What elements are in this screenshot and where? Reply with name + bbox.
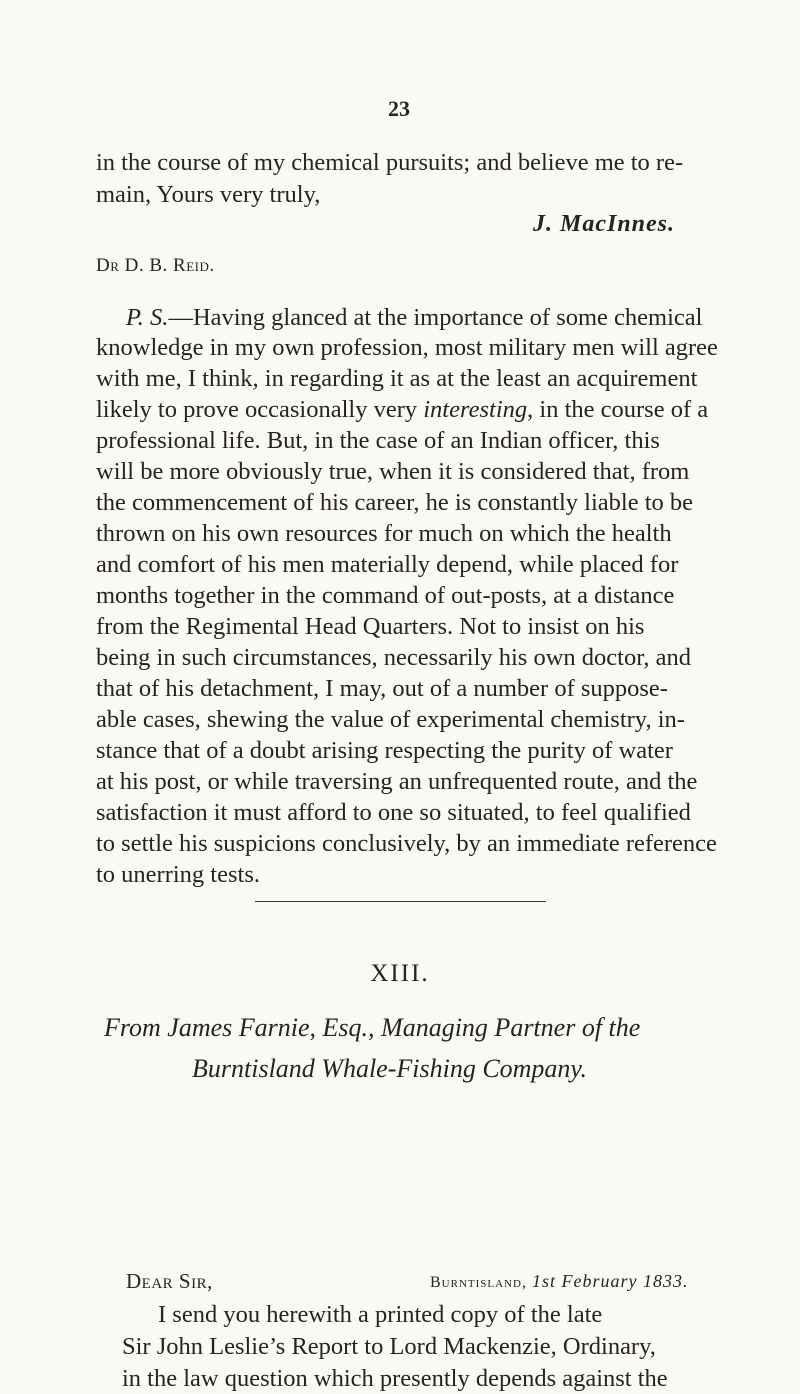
- addressee: Dr D. B. Reid.: [96, 255, 215, 276]
- text-line: and comfort of his men materially depend, while placed for: [96, 551, 679, 578]
- text-line: satisfaction it must afford to one so situated, to feel qualified: [96, 799, 691, 826]
- text-line: months together in the command of out-posts, at a distance: [96, 582, 675, 609]
- postscript-first-line: [126, 303, 702, 333]
- page-number: 23: [388, 96, 410, 121]
- text-fragment: likely to prove occasionally very: [96, 396, 424, 423]
- text-line: to unerring tests.: [96, 861, 260, 888]
- text-line: the commencement of his career, he is constantly liable to be: [96, 489, 694, 516]
- text-line: will be more obviously true, when it is considered that, from: [96, 458, 690, 485]
- text-line: professional life. But, in the case of an Indian officer, this: [96, 427, 660, 454]
- text-line: knowledge in my own profession, most military men will agree: [96, 334, 718, 361]
- text-line: in the law question which presently depends against the: [122, 1365, 668, 1392]
- text-line: from the Regimental Head Quarters. Not to insist on his: [96, 613, 645, 640]
- text-line: main, Yours very truly,: [96, 181, 321, 208]
- text-line: being in such circumstances, necessarily his own doctor, and: [96, 644, 692, 671]
- place: Burntisland,: [430, 1274, 527, 1291]
- section-divider: [255, 901, 546, 902]
- text-line: thrown on his own resources for much on which the health: [96, 520, 672, 547]
- text-line: Sir John Leslie’s Report to Lord Mackenzie, Ordinary,: [122, 1333, 656, 1360]
- text-line: at his post, or while traversing an unfrequented route, and the: [96, 768, 698, 795]
- text-line: [96, 395, 708, 425]
- text-line: in the course of my chemical pursuits; and believe me to re-: [96, 149, 684, 176]
- text-line: that of his detachment, I may, out of a number of suppose-: [96, 675, 668, 702]
- signature: J. MacInnes.: [533, 211, 676, 237]
- text-line: able cases, shewing the value of experimental chemistry, in-: [96, 706, 685, 733]
- postscript-label: P. S.: [126, 304, 169, 331]
- salutation: Dear Sir,: [126, 1269, 213, 1293]
- text-line: stance that of a doubt arising respecting the purity of water: [96, 737, 673, 764]
- text-line: to settle his suspicions conclusively, by an immediate reference: [96, 830, 717, 857]
- text-line: —Having glanced at the importance of some chemical: [168, 304, 703, 331]
- section-heading-line1: From James Farnie, Esq., Managing Partner of the: [104, 1013, 641, 1042]
- text-line: I send you herewith a printed copy of the late: [158, 1301, 603, 1328]
- place-date: [430, 1271, 688, 1292]
- date: 1st February 1833.: [531, 1271, 689, 1291]
- section-heading-line2: Burntisland Whale-Fishing Company.: [192, 1054, 588, 1083]
- text-fragment: , in the course of a: [527, 396, 709, 423]
- text-line: with me, I think, in regarding it as at the least an acquirement: [96, 365, 698, 392]
- section-numeral: XIII.: [370, 960, 430, 987]
- italic-word: interesting: [423, 396, 528, 423]
